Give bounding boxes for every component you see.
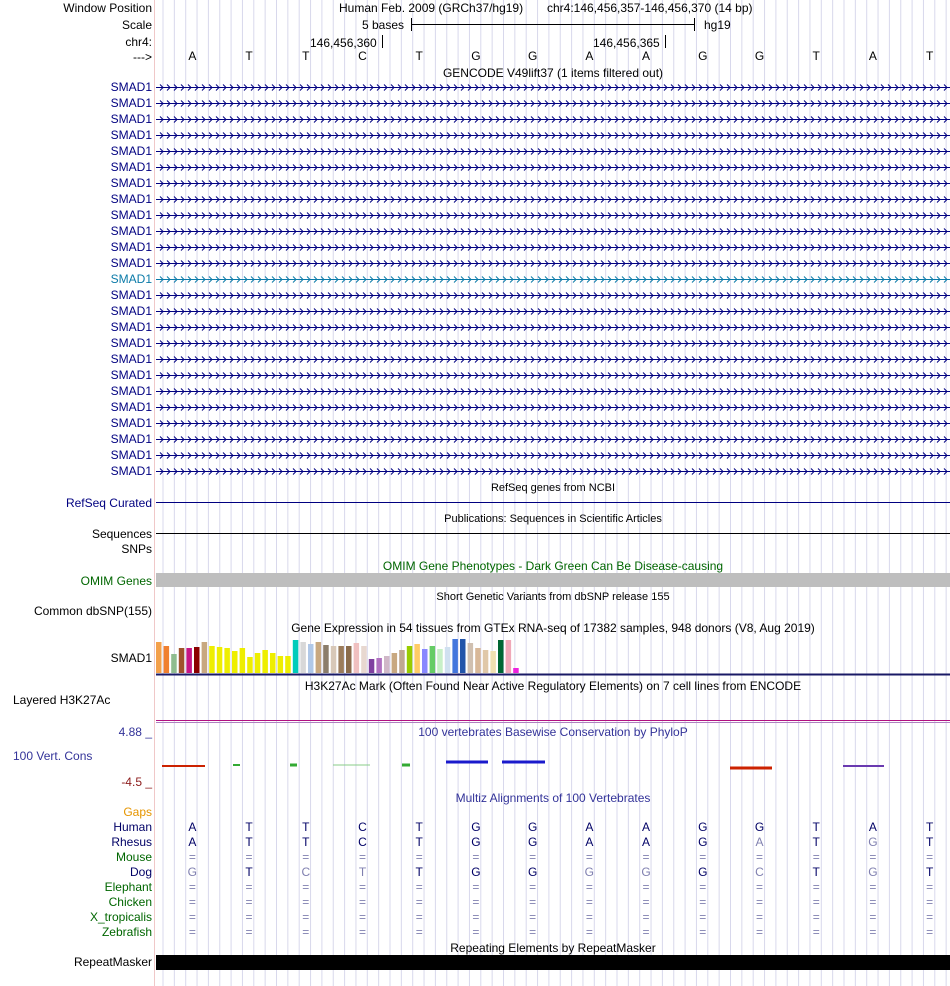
alignment-base: = bbox=[472, 925, 480, 939]
sequence-base: G bbox=[698, 49, 708, 63]
gtex-bar bbox=[209, 646, 215, 673]
alignment-base: C bbox=[755, 865, 764, 879]
gtex-bar bbox=[498, 640, 504, 673]
alignment-base: G bbox=[471, 820, 481, 834]
alignment-base: = bbox=[642, 925, 650, 939]
gtex-bar bbox=[513, 668, 519, 673]
alignment-base: G bbox=[868, 835, 878, 849]
h3k27ac-track-label[interactable]: Layered H3K27Ac bbox=[13, 693, 111, 707]
alignment-base: G bbox=[641, 865, 651, 879]
gencode-gene-label[interactable]: SMAD1 bbox=[110, 176, 152, 190]
alignment-base: = bbox=[869, 880, 877, 894]
alignment-base: G bbox=[754, 820, 765, 834]
gencode-gene-label[interactable]: SMAD1 bbox=[110, 96, 152, 110]
scale-text: 5 bases bbox=[362, 18, 405, 32]
gtex-bar bbox=[483, 650, 489, 673]
sequence-base: T bbox=[925, 49, 934, 63]
alignment-base: = bbox=[926, 895, 934, 909]
alignment-base: A bbox=[868, 820, 877, 834]
gtex-bar bbox=[156, 642, 162, 673]
alignment-base: = bbox=[302, 880, 310, 894]
alignment-base: = bbox=[642, 880, 650, 894]
gencode-gene-label[interactable]: SMAD1 bbox=[110, 336, 152, 350]
gtex-bar bbox=[369, 659, 375, 673]
sequence-base: A bbox=[188, 49, 197, 63]
gtex-bar bbox=[293, 640, 299, 673]
dbsnp-track-label[interactable]: Common dbSNP(155) bbox=[33, 604, 152, 618]
alignment-base: G bbox=[527, 865, 538, 879]
cons-track-label[interactable]: 100 Vert. Cons bbox=[13, 749, 93, 763]
alignment-base: = bbox=[358, 880, 366, 894]
alignment-base: = bbox=[755, 880, 763, 894]
gencode-gene-label[interactable]: SMAD1 bbox=[110, 224, 152, 238]
gencode-gene-label[interactable]: SMAD1 bbox=[110, 464, 152, 478]
alignment-base: = bbox=[358, 910, 366, 924]
gtex-bar bbox=[270, 653, 276, 673]
gtex-bar bbox=[164, 646, 170, 673]
sequences-track-label[interactable]: Sequences bbox=[91, 527, 152, 541]
omim-track-title: OMIM Gene Phenotypes - Dark Green Can Be Disease-causing bbox=[382, 559, 724, 573]
gtex-bar bbox=[422, 649, 428, 673]
gtex-bar bbox=[194, 647, 200, 673]
alignment-base: = bbox=[755, 850, 763, 864]
alignment-base: T bbox=[812, 820, 820, 834]
alignment-base: C bbox=[358, 835, 367, 849]
gencode-track-title: GENCODE V49lift37 (1 items filtered out) bbox=[442, 66, 664, 80]
sequence-base: A bbox=[585, 49, 594, 63]
gtex-bar bbox=[255, 653, 260, 673]
alignment-base: G bbox=[471, 835, 481, 849]
gencode-gene-label[interactable]: SMAD1 bbox=[110, 304, 152, 318]
gtex-bar bbox=[376, 658, 382, 673]
gencode-gene-label[interactable]: SMAD1 bbox=[110, 272, 152, 286]
alignment-base: = bbox=[188, 880, 196, 894]
gencode-gene-label[interactable]: SMAD1 bbox=[110, 144, 152, 158]
gtex-track-title: Gene Expression in 54 tissues from GTEx RNA-seq of 17382 samples, 948 donors (V8, Aug 2019) bbox=[291, 621, 815, 635]
gtex-bar bbox=[490, 651, 496, 673]
db-text: hg19 bbox=[704, 18, 731, 32]
gtex-bar bbox=[468, 643, 474, 673]
gtex-bar bbox=[445, 647, 451, 673]
gtex-track-label[interactable]: SMAD1 bbox=[110, 651, 152, 665]
species-label: Zebrafish bbox=[101, 925, 152, 939]
alignment-base: T bbox=[925, 820, 934, 834]
alignment-base: = bbox=[415, 925, 423, 939]
alignment-base: = bbox=[529, 925, 537, 939]
alignment-base: = bbox=[415, 850, 423, 864]
species-label: Elephant bbox=[104, 880, 152, 894]
chrom-label: chr4: bbox=[125, 35, 152, 49]
gtex-bar bbox=[278, 656, 284, 673]
alignment-base: = bbox=[245, 910, 253, 924]
omim-bar bbox=[156, 573, 950, 587]
gtex-bar bbox=[179, 648, 185, 673]
alignment-base: = bbox=[812, 880, 820, 894]
gencode-gene-label[interactable]: SMAD1 bbox=[110, 416, 152, 430]
gaps-track-label[interactable]: Gaps bbox=[123, 805, 152, 819]
gencode-gene-label[interactable]: SMAD1 bbox=[110, 256, 152, 270]
alignment-base: = bbox=[529, 895, 537, 909]
gtex-bar bbox=[171, 654, 177, 673]
species-label: X_tropicalis bbox=[89, 910, 152, 924]
alignment-base: = bbox=[755, 910, 763, 924]
gtex-bar bbox=[430, 646, 436, 673]
sequence-base: A bbox=[868, 49, 877, 63]
alignment-base: = bbox=[529, 910, 537, 924]
alignment-base: = bbox=[245, 925, 253, 939]
species-label: Dog bbox=[129, 865, 152, 879]
alignment-base: = bbox=[188, 895, 196, 909]
sequence-base: G bbox=[527, 49, 538, 63]
alignment-base: A bbox=[642, 835, 651, 849]
gtex-bar bbox=[240, 648, 246, 673]
gencode-gene-label[interactable]: SMAD1 bbox=[110, 400, 152, 414]
alignment-base: G bbox=[471, 865, 481, 879]
alignment-base: = bbox=[415, 895, 423, 909]
alignment-base: = bbox=[755, 925, 763, 939]
alignment-base: = bbox=[926, 925, 934, 939]
alignment-base: = bbox=[926, 880, 934, 894]
gencode-gene-label[interactable]: SMAD1 bbox=[110, 384, 152, 398]
gtex-bar bbox=[331, 646, 337, 673]
rmsk-track-title: Repeating Elements by RepeatMasker bbox=[450, 941, 656, 955]
alignment-base: A bbox=[585, 820, 594, 834]
alignment-base: G bbox=[698, 865, 708, 879]
alignment-base: G bbox=[698, 820, 708, 834]
gencode-gene-label[interactable]: SMAD1 bbox=[110, 352, 152, 366]
alignment-base: = bbox=[358, 925, 366, 939]
gencode-gene-label[interactable]: SMAD1 bbox=[110, 112, 152, 126]
gtex-bar bbox=[202, 642, 208, 673]
alignment-base: = bbox=[302, 850, 310, 864]
alignment-base: = bbox=[358, 850, 366, 864]
alignment-base: T bbox=[358, 865, 367, 879]
alignment-base: = bbox=[869, 910, 877, 924]
gencode-gene-label[interactable]: SMAD1 bbox=[110, 208, 152, 222]
assembly-title: Human Feb. 2009 (GRCh37/hg19) bbox=[339, 1, 524, 15]
gtex-bar bbox=[232, 651, 238, 673]
gencode-gene-label[interactable]: SMAD1 bbox=[110, 368, 152, 382]
alignment-base: = bbox=[472, 850, 480, 864]
alignment-base: G bbox=[527, 820, 538, 834]
sequence-base: G bbox=[471, 49, 481, 63]
alignment-base: = bbox=[415, 880, 423, 894]
alignment-base: A bbox=[188, 835, 197, 849]
gtex-bar bbox=[300, 642, 306, 673]
alignment-base: = bbox=[188, 850, 196, 864]
alignment-base: T bbox=[925, 835, 934, 849]
alignment-base: = bbox=[755, 895, 763, 909]
gencode-gene-label[interactable]: SMAD1 bbox=[110, 160, 152, 174]
gtex-bar bbox=[346, 646, 352, 673]
alignment-base: = bbox=[585, 895, 593, 909]
alignment-base: = bbox=[699, 925, 707, 939]
alignment-base: = bbox=[699, 910, 707, 924]
repeatmasker-bar bbox=[156, 955, 950, 970]
gtex-bar bbox=[414, 644, 420, 673]
position-text: chr4:146,456,357-146,456,370 (14 bp) bbox=[547, 1, 753, 15]
alignment-base: = bbox=[642, 910, 650, 924]
alignment-base: A bbox=[642, 820, 651, 834]
alignment-base: T bbox=[415, 865, 423, 879]
alignment-base: = bbox=[869, 850, 877, 864]
alignment-base: = bbox=[585, 880, 593, 894]
alignment-base: = bbox=[642, 895, 650, 909]
gtex-bar bbox=[247, 657, 253, 673]
species-label: Mouse bbox=[115, 850, 152, 864]
gtex-bar bbox=[437, 649, 443, 673]
gtex-bar bbox=[316, 642, 322, 673]
alignment-base: G bbox=[584, 865, 595, 879]
cons-track-title: 100 vertebrates Basewise Conservation by PhyloP bbox=[418, 725, 688, 739]
alignment-base: C bbox=[301, 865, 311, 879]
gencode-gene-label[interactable]: SMAD1 bbox=[110, 432, 152, 446]
refseq-track-title: RefSeq genes from NCBI bbox=[490, 482, 616, 494]
gtex-bar bbox=[217, 647, 223, 673]
alignment-base: A bbox=[188, 820, 197, 834]
alignment-base: T bbox=[812, 865, 820, 879]
alignment-base: = bbox=[869, 895, 877, 909]
cons-min-label: -4.5 _ bbox=[121, 775, 152, 789]
alignment-base: G bbox=[698, 835, 708, 849]
species-label: Chicken bbox=[108, 895, 152, 909]
alignment-base: T bbox=[245, 835, 253, 849]
alignment-base: = bbox=[472, 895, 480, 909]
gencode-gene-label[interactable]: SMAD1 bbox=[110, 80, 152, 94]
alignment-base: = bbox=[188, 925, 196, 939]
alignment-base: T bbox=[925, 865, 934, 879]
multiz-track-title: Multiz Alignments of 100 Vertebrates bbox=[455, 791, 651, 805]
gtex-bar bbox=[285, 656, 291, 673]
gtex-bar bbox=[224, 648, 230, 673]
alignment-base: T bbox=[415, 835, 423, 849]
alignment-base: = bbox=[812, 910, 820, 924]
alignment-base: = bbox=[926, 910, 934, 924]
gtex-bar bbox=[308, 644, 314, 673]
coord-label-2: 146,456,365 bbox=[593, 36, 660, 50]
alignment-base: A bbox=[585, 835, 594, 849]
alignment-base: = bbox=[585, 925, 593, 939]
alignment-base: = bbox=[188, 910, 196, 924]
refseq-track-label[interactable]: RefSeq Curated bbox=[65, 496, 152, 510]
gencode-gene-label[interactable]: SMAD1 bbox=[110, 192, 152, 206]
cons-max-label: 4.88 _ bbox=[118, 725, 152, 739]
alignment-base: = bbox=[812, 895, 820, 909]
alignment-base: = bbox=[358, 895, 366, 909]
strand-label: ---> bbox=[133, 50, 152, 64]
omim-track-label[interactable]: OMIM Genes bbox=[80, 574, 152, 588]
alignment-base: = bbox=[812, 850, 820, 864]
alignment-base: = bbox=[529, 850, 537, 864]
alignment-base: = bbox=[302, 925, 310, 939]
alignment-base: = bbox=[302, 895, 310, 909]
species-label: Human bbox=[113, 820, 152, 834]
alignment-base: T bbox=[812, 835, 820, 849]
alignment-base: = bbox=[245, 850, 253, 864]
gtex-bar bbox=[262, 650, 268, 673]
sequence-base: T bbox=[812, 49, 820, 63]
gtex-bar bbox=[452, 639, 458, 673]
alignment-base: = bbox=[585, 910, 593, 924]
alignment-base: T bbox=[302, 820, 310, 834]
gtex-bar bbox=[384, 656, 390, 673]
alignment-base: = bbox=[699, 880, 707, 894]
alignment-base: = bbox=[472, 910, 480, 924]
alignment-base: = bbox=[699, 895, 707, 909]
alignment-base: G bbox=[868, 865, 878, 879]
alignment-base: = bbox=[245, 895, 253, 909]
sequence-base: T bbox=[415, 49, 423, 63]
alignment-base: = bbox=[415, 910, 423, 924]
gencode-gene-label[interactable]: SMAD1 bbox=[110, 128, 152, 142]
dbsnp-track-title: Short Genetic Variants from dbSNP release 155 bbox=[436, 591, 670, 603]
sequence-base: T bbox=[302, 49, 310, 63]
gtex-bar bbox=[475, 648, 481, 673]
gtex-bar bbox=[186, 648, 192, 673]
alignment-base: = bbox=[302, 910, 310, 924]
gtex-bar bbox=[506, 640, 512, 673]
sequence-base: C bbox=[358, 49, 367, 63]
h3k27ac-track-title: H3K27Ac Mark (Often Found Near Active Regulatory Elements) on 7 cell lines from ENCODE bbox=[304, 679, 802, 693]
sequence-base: A bbox=[642, 49, 651, 63]
snps-track-label[interactable]: SNPs bbox=[121, 542, 152, 556]
gtex-bar bbox=[460, 639, 466, 673]
rmsk-track-label[interactable]: RepeatMasker bbox=[73, 955, 152, 969]
gencode-gene-label[interactable]: SMAD1 bbox=[110, 240, 152, 254]
coord-label-1: 146,456,360 bbox=[310, 36, 377, 50]
alignment-base: A bbox=[755, 835, 764, 849]
scale-label: Scale bbox=[121, 18, 152, 32]
alignment-base: = bbox=[926, 850, 934, 864]
gtex-bar bbox=[392, 653, 398, 673]
alignment-base: T bbox=[302, 835, 310, 849]
alignment-base: = bbox=[245, 880, 253, 894]
gencode-gene-label[interactable]: SMAD1 bbox=[110, 288, 152, 302]
gencode-gene-label[interactable]: SMAD1 bbox=[110, 448, 152, 462]
species-label: Rhesus bbox=[111, 835, 152, 849]
gtex-bar bbox=[399, 650, 405, 673]
alignment-base: T bbox=[245, 865, 253, 879]
gtex-bar bbox=[361, 646, 367, 673]
window-position-label: Window Position bbox=[63, 1, 152, 15]
alignment-base: G bbox=[187, 865, 198, 879]
publications-track-title: Publications: Sequences in Scientific Articles bbox=[444, 513, 662, 525]
alignment-base: T bbox=[245, 820, 253, 834]
alignment-base: = bbox=[529, 880, 537, 894]
alignment-base: = bbox=[812, 925, 820, 939]
alignment-base: = bbox=[472, 880, 480, 894]
alignment-base: G bbox=[527, 835, 538, 849]
gtex-bar bbox=[354, 643, 360, 673]
alignment-base: = bbox=[869, 925, 877, 939]
gtex-bar bbox=[323, 645, 329, 673]
gtex-bar bbox=[407, 646, 413, 673]
gtex-bar bbox=[338, 646, 344, 673]
alignment-base: = bbox=[585, 850, 593, 864]
alignment-base: = bbox=[642, 850, 650, 864]
gencode-gene-label[interactable]: SMAD1 bbox=[110, 320, 152, 334]
alignment-base: T bbox=[415, 820, 423, 834]
sequence-base: G bbox=[754, 49, 765, 63]
alignment-base: C bbox=[358, 820, 367, 834]
alignment-base: = bbox=[699, 850, 707, 864]
sequence-base: T bbox=[245, 49, 253, 63]
